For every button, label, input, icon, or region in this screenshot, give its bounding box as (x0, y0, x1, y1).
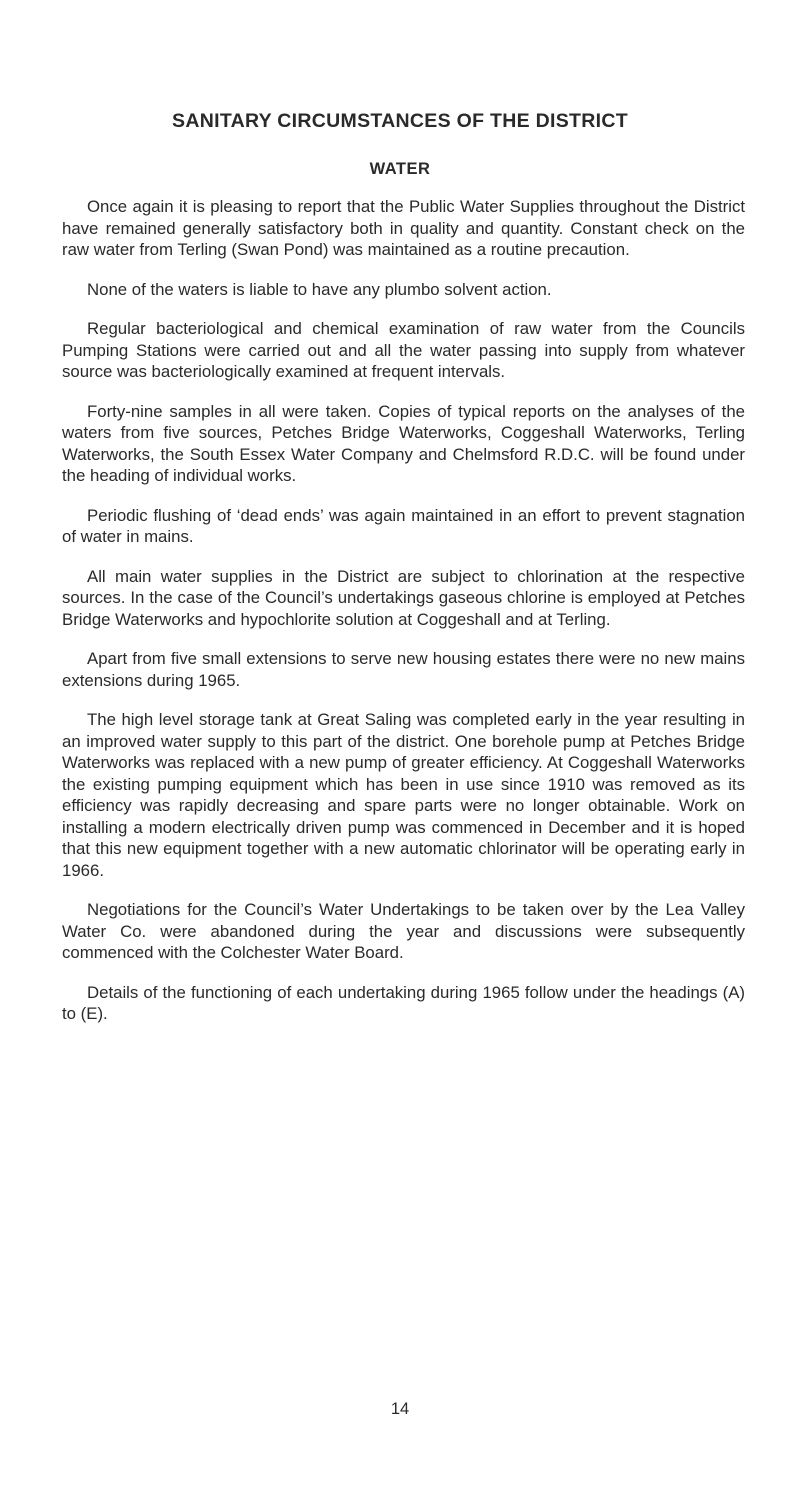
paragraph: None of the waters is liable to have any plumbo solvent action. (87, 279, 552, 299)
paragraph: Once again it is pleasing to report that the Public Water Supplies throughout the District have remained generally satisfactory both in quality and quantity. Constant check on the raw water from Terling (Swan Pond) was maintained as a routine precaution. (62, 197, 745, 259)
paragraph: Apart from five small extensions to serve new housing estates there were no new mains extensions during 1965. (62, 649, 745, 690)
paragraph: Details of the functioning of each undertaking during 1965 follow under the headings (A) to (E). (62, 982, 745, 1023)
paragraph: All main water supplies in the District are subject to chlorination at the respective sources. In the case of the Council’s undertakings gaseous chlorine is employed at Petches Bridge Waterworks and hypochlorite solution at Coggeshall and at Terling. (62, 566, 745, 629)
page-number: 14 (390, 1400, 410, 1418)
paragraph: Periodic flushing of ‘dead ends’ was again maintained in an effort to prevent stagnation of water in mains. (62, 505, 745, 546)
paragraph: The high level storage tank at Great Saling was completed early in the year resulting in an improved water supply to this part of the district. One borehole pump at Petches Bridge Waterworks was replaced with a new pump of greater efficiency. At Coggeshall Waterworks the existing pumping equipment which has been in use since 1910 was removed as its efficiency was rapidly decreasing and spare parts were no longer obtainable. Work on installing a modern electrically driven pump was commenced in December and it is hoped that this new equipment together with a new automatic chlorinator will be operating early in 1966. (62, 710, 745, 880)
paragraph: Forty-nine samples in all were taken. Copies of typical reports on the analyses of the waters from five sources, Petches Bridge Waterworks, Coggeshall Waterworks, Terling Waterworks, the South Essex Water Company and Chelmsford R.D.C. will be found under the heading of individual works. (62, 401, 745, 485)
paragraph: Negotiations for the Council’s Water Undertakings to be taken over by the Lea Valley Water Co. were abandoned during the year and discussions were subsequently commenced with the Colchester Water Board. (62, 900, 745, 962)
paragraph: Regular bacteriological and chemical examination of raw water from the Councils Pumping Stations were carried out and all the water passing into supply from whatever source was bacteriologically examined at frequent intervals. (62, 319, 745, 381)
section-heading-water: WATER (369, 160, 431, 178)
body-text (62, 196, 745, 1043)
page-title: SANITARY CIRCUMSTANCES OF THE DISTRICT (172, 110, 628, 132)
